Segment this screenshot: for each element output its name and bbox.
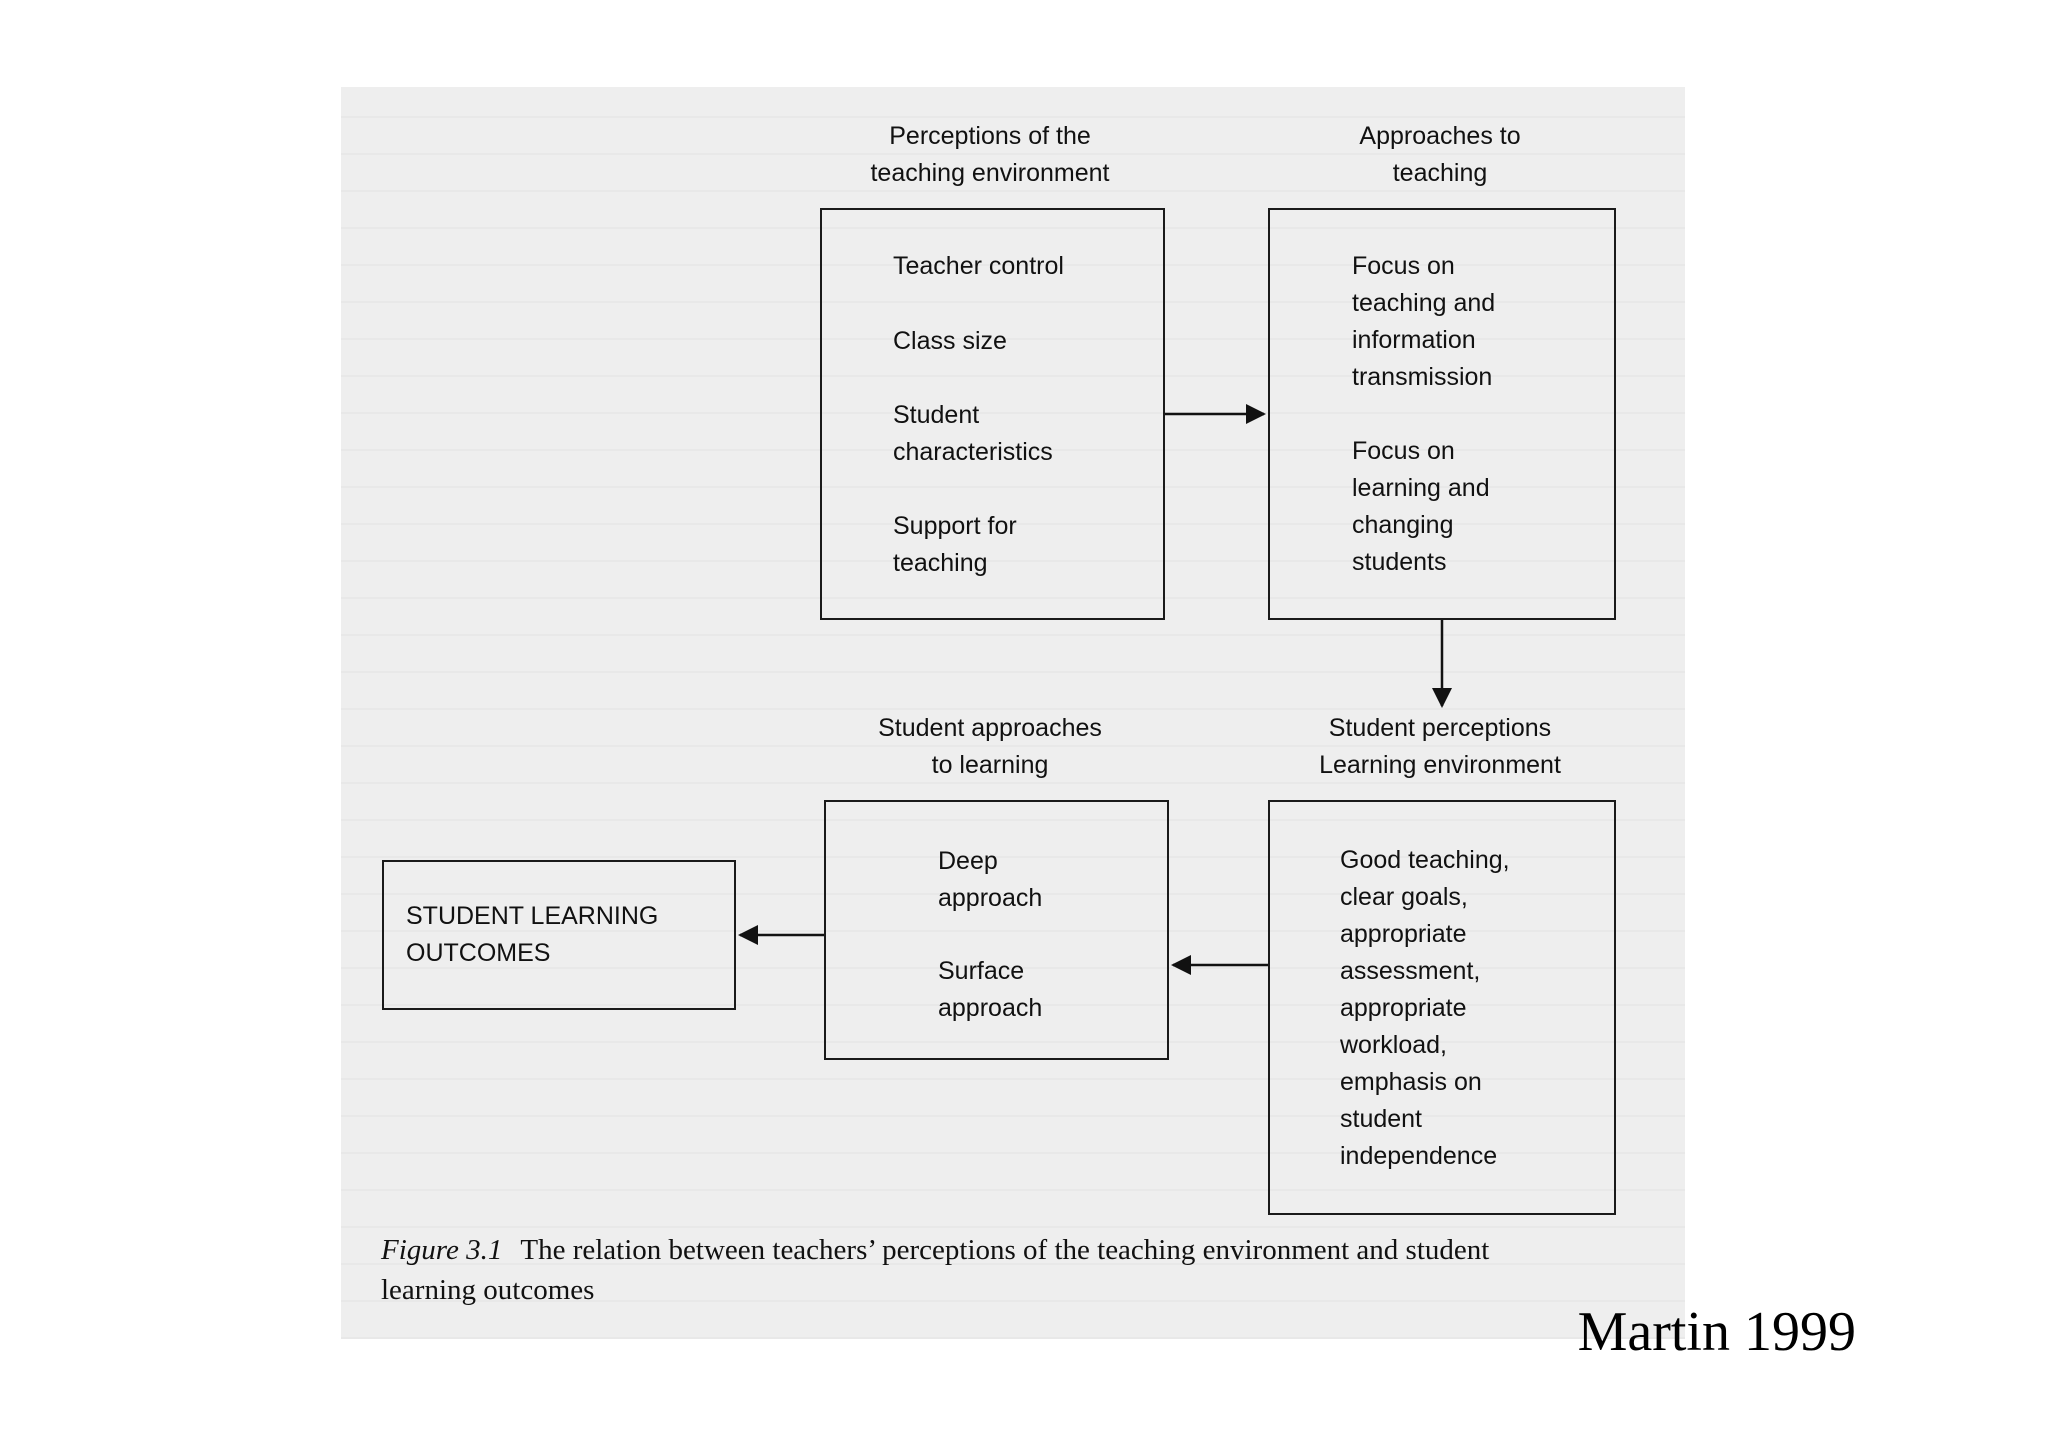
figure-caption-text: The relation between teachers’ perceptions of the teaching environment and student learning outcomes [381, 1234, 1490, 1306]
perception-item-student-characteristics: Student characteristics [893, 401, 1053, 466]
approach-item-focus-on-learning: Focus on learning and changing students [1352, 437, 1490, 576]
student-approach-item-surface: Surface approach [938, 957, 1043, 1022]
heading-student-perceptions: Student perceptions Learning environment [1319, 714, 1561, 779]
perception-item-teacher-control: Teacher control [893, 252, 1064, 280]
heading-student-approaches-to-learning: Student approaches to learning [878, 714, 1102, 779]
heading-perceptions-teaching-environment: Perceptions of the teaching environment [870, 122, 1110, 187]
student-approach-item-deep: Deep approach [938, 847, 1043, 912]
perception-item-support-for-teaching: Support for teaching [893, 512, 1017, 577]
student-learning-outcomes-text: STUDENT LEARNING OUTCOMES [406, 902, 659, 967]
figure-caption [381, 1230, 1581, 1310]
figure-label: Figure 3.1 [381, 1234, 503, 1266]
learning-environment-text: Good teaching, clear goals, appropriate assessment, appropriate workload, emphasis on student independence [1340, 846, 1510, 1170]
citation: Martin 1999 [1577, 1301, 1856, 1363]
heading-approaches-to-teaching: Approaches to teaching [1359, 122, 1521, 187]
perception-item-class-size: Class size [893, 327, 1007, 355]
approach-item-focus-on-teaching: Focus on teaching and information transmission [1352, 252, 1496, 391]
